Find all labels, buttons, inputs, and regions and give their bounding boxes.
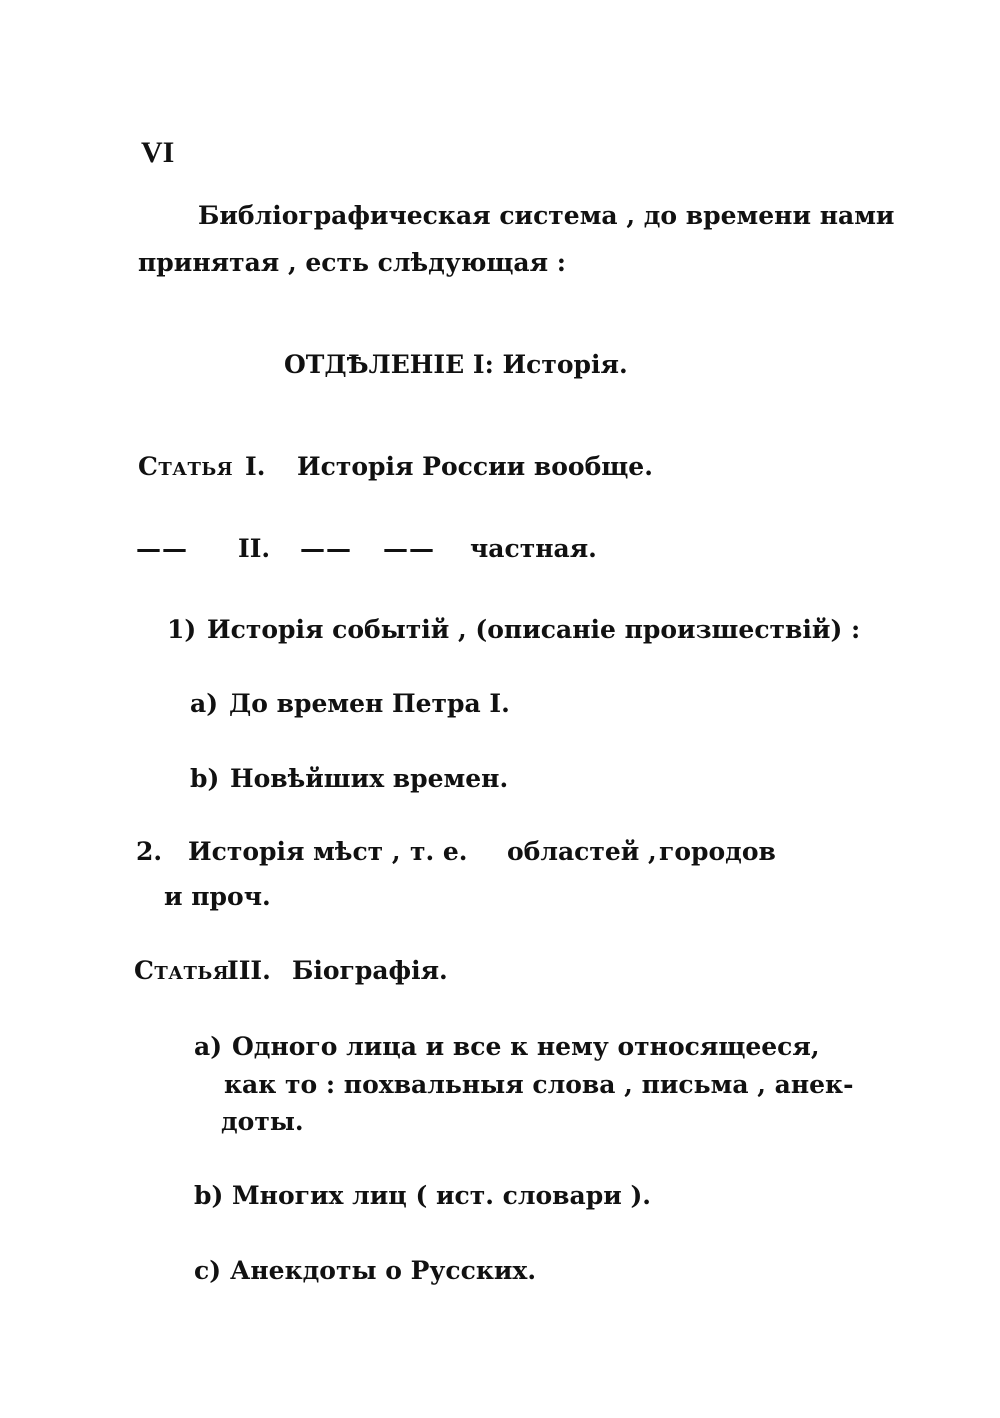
item-3a-line-3: доты.: [221, 1107, 304, 1136]
article-1-label: Статья: [138, 452, 234, 481]
item-1b-text: Новѣйших времен.: [230, 764, 509, 793]
item-3b-marker: b): [194, 1181, 224, 1210]
item-2-col-2: т. е.: [410, 837, 468, 866]
article-2-dash-1: ——: [136, 534, 188, 563]
item-3b-text: Многих лиц ( ист. словари ).: [232, 1181, 652, 1210]
article-3-title: Біографія.: [292, 956, 448, 985]
intro-line-2: принятая , есть слѣдующая :: [138, 248, 567, 277]
section-heading-title: Исторія.: [502, 350, 628, 379]
item-1-marker: 1): [167, 615, 197, 644]
item-1a-text: До времен Петра I.: [229, 689, 510, 718]
article-2-dash-3: ——: [383, 534, 435, 563]
intro-line-1: Библіографическая система , до времени нами: [198, 201, 895, 230]
section-heading-label: ОТДѢЛЕНІЕ: [284, 350, 465, 379]
article-3-number: III.: [227, 956, 271, 985]
item-2-col-3: областей ,: [507, 837, 657, 866]
article-2-title: частная.: [470, 534, 597, 563]
article-2-number: II.: [238, 534, 271, 563]
item-1b-marker: b): [190, 764, 220, 793]
item-3a-marker: a): [194, 1032, 223, 1061]
article-1-title: Исторія России вообще.: [297, 452, 653, 481]
section-heading-number: I:: [472, 350, 494, 379]
item-3c-text: Анекдоты о Русских.: [230, 1256, 537, 1285]
article-2-dash-2: ——: [300, 534, 352, 563]
item-2-marker: 2.: [136, 837, 163, 866]
item-1-text: Исторія событій , (описаніе произшествій) :: [207, 615, 861, 644]
item-2-continuation: и проч.: [164, 882, 271, 911]
page-number: VI: [141, 136, 175, 169]
item-2-col-1: Исторія мѣст ,: [188, 837, 401, 866]
item-3a-line-1: Одного лица и все к нему относящееся,: [232, 1032, 820, 1061]
item-1a-marker: a): [190, 689, 219, 718]
article-3-label: Статья: [134, 956, 230, 985]
article-1-number: I.: [245, 452, 266, 481]
item-3a-line-2: как то : похвальныя слова , письма , анек-: [224, 1070, 854, 1099]
item-3c-marker: c): [194, 1256, 222, 1285]
item-2-col-4: городов: [659, 837, 776, 866]
section-heading: [284, 352, 628, 377]
